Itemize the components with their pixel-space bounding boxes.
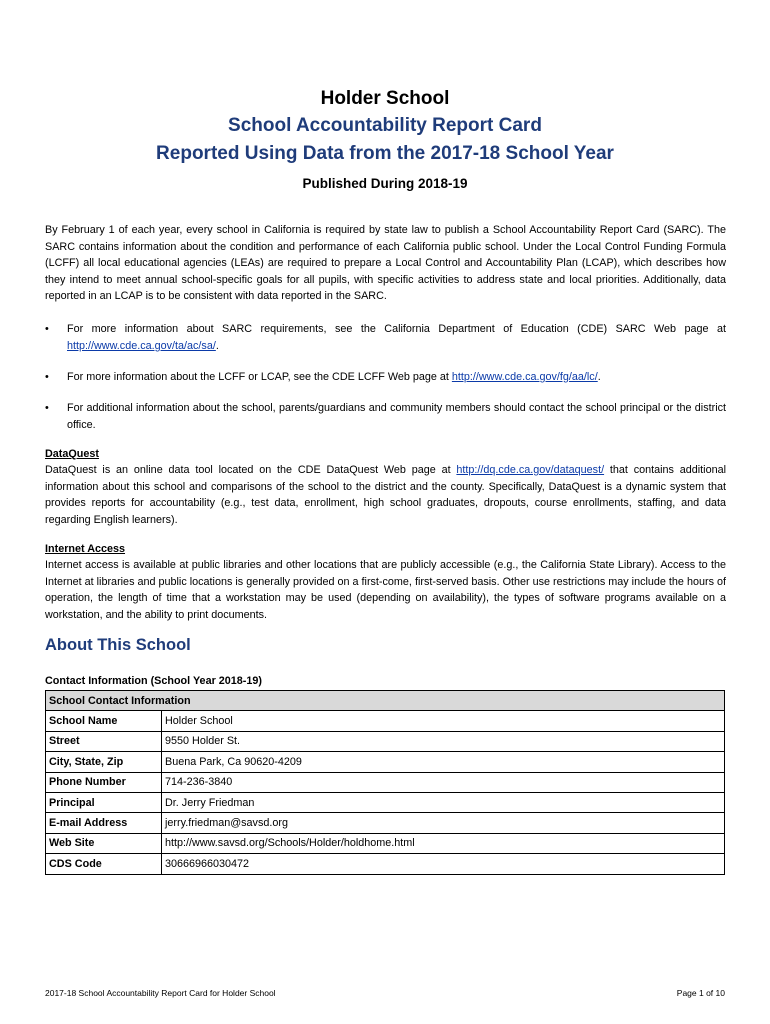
reported-year-line: Reported Using Data from the 2017-18 School Year [156,143,614,164]
row-label: School Name [46,711,162,731]
table-row [46,792,725,812]
table-row [46,752,725,772]
row-value: Holder School [162,711,725,731]
row-value: 9550 Holder St. [162,731,725,751]
bullet-text-tail: . [215,339,219,352]
bullet-item-contact [45,400,726,433]
bullet-text-tail: . [597,371,601,383]
footer-document-title: 2017-18 School Accountability Report Card for Holder School [45,988,276,998]
row-label: Street [46,731,162,751]
table-row [46,833,725,853]
bullet-text-body: For additional information about the school, parents/guardians and community members should contact the school principal or the district office. [67,402,726,431]
dataquest-link[interactable]: http://dq.cde.ca.gov/dataquest/ [456,464,605,476]
internet-access-heading: Internet Access [45,543,126,555]
bullet-item-sarc [45,321,726,354]
school-contact-table [45,690,725,875]
row-value: http://www.savsd.org/Schools/Holder/holdhome.html [162,833,725,853]
bullet-marker: • [45,371,49,383]
bullet-text [67,321,726,354]
row-value: 30666966030472 [162,854,725,874]
row-label: City, State, Zip [46,752,162,772]
school-name-heading: Holder School [320,88,450,109]
footer-page-number: Page 1 of 10 [676,988,725,998]
dataquest-text-before: DataQuest is an online data tool located on the CDE DataQuest Web page at [45,464,457,476]
row-value: jerry.friedman@savsd.org [162,813,725,833]
table-row [46,854,725,874]
row-label: E-mail Address [46,813,162,833]
lcff-web-link[interactable]: http://www.cde.ca.gov/fg/aa/lc/ [451,371,598,383]
title-block [0,86,770,194]
report-title: School Accountability Report Card [228,115,542,136]
row-value: 714-236-3840 [162,772,725,792]
bullet-marker: • [45,402,49,414]
bullet-item-lcff [45,369,726,386]
intro-paragraph: By February 1 of each year, every school in California is required by state law to publish a School Accountability Report Card (SARC). The SARC contains information about the condition and performance of each California public school. Under the Local Control Funding Formula (LCFF) all local educational agencies (LEAs) are required to prepare a Local Control and Accountability Plan (LCAP), which describes how they intend to meet annual school-specific goals for all pupils, with specific activities to address state and local priorities. Additionally, data reported in an LCAP is to be consistent with data reported in the SARC. [45,224,726,303]
published-line: Published During 2018-19 [302,176,468,191]
table-row [46,711,725,731]
row-label: CDS Code [46,854,162,874]
bullet-text-body: For more information about SARC requirements, see the California Department of Education (CDE) SARC Web page at [67,323,726,335]
bullet-text-body: For more information about the LCFF or LCAP, see the CDE LCFF Web page at [67,371,452,383]
row-value: Buena Park, Ca 90620-4209 [162,752,725,772]
table-header-cell: School Contact Information [46,691,725,711]
table-row [46,772,725,792]
table-header-row [46,691,725,711]
about-school-heading: About This School [45,636,191,654]
table-row [46,731,725,751]
row-label: Web Site [46,833,162,853]
contact-info-caption: Contact Information (School Year 2018-19) [45,675,262,687]
row-label: Phone Number [46,772,162,792]
internet-access-paragraph: Internet access is available at public libraries and other locations that are publicly accessible (e.g., the California State Library). Access to the Internet at libraries and public locations is generally provided on a first-come, first-served basis. Other use restrictions may include the hours of operation, the length of time that a workstation may be used (depending on availability), the types of software programs available on a workstation, and the ability to print documents. [45,559,726,621]
sarc-web-link[interactable]: http://www.cde.ca.gov/ta/ac/sa/ [67,339,216,352]
table-row [46,813,725,833]
dataquest-heading: DataQuest [45,448,100,460]
bullet-text [67,369,726,386]
row-label: Principal [46,792,162,812]
dataquest-text-after: that contains additional information about this school and comparisons of the school to the district and the county. Specifically, DataQuest is a dynamic system that provides reports for accountability (e.g., test data, enrollment, high school graduates, dropouts, course enrollments, staffing, and data regarding English learners). [45,464,726,526]
dataquest-paragraph [45,462,726,528]
row-value: Dr. Jerry Friedman [162,792,725,812]
bullet-text [67,400,726,433]
bullet-marker: • [45,323,49,335]
